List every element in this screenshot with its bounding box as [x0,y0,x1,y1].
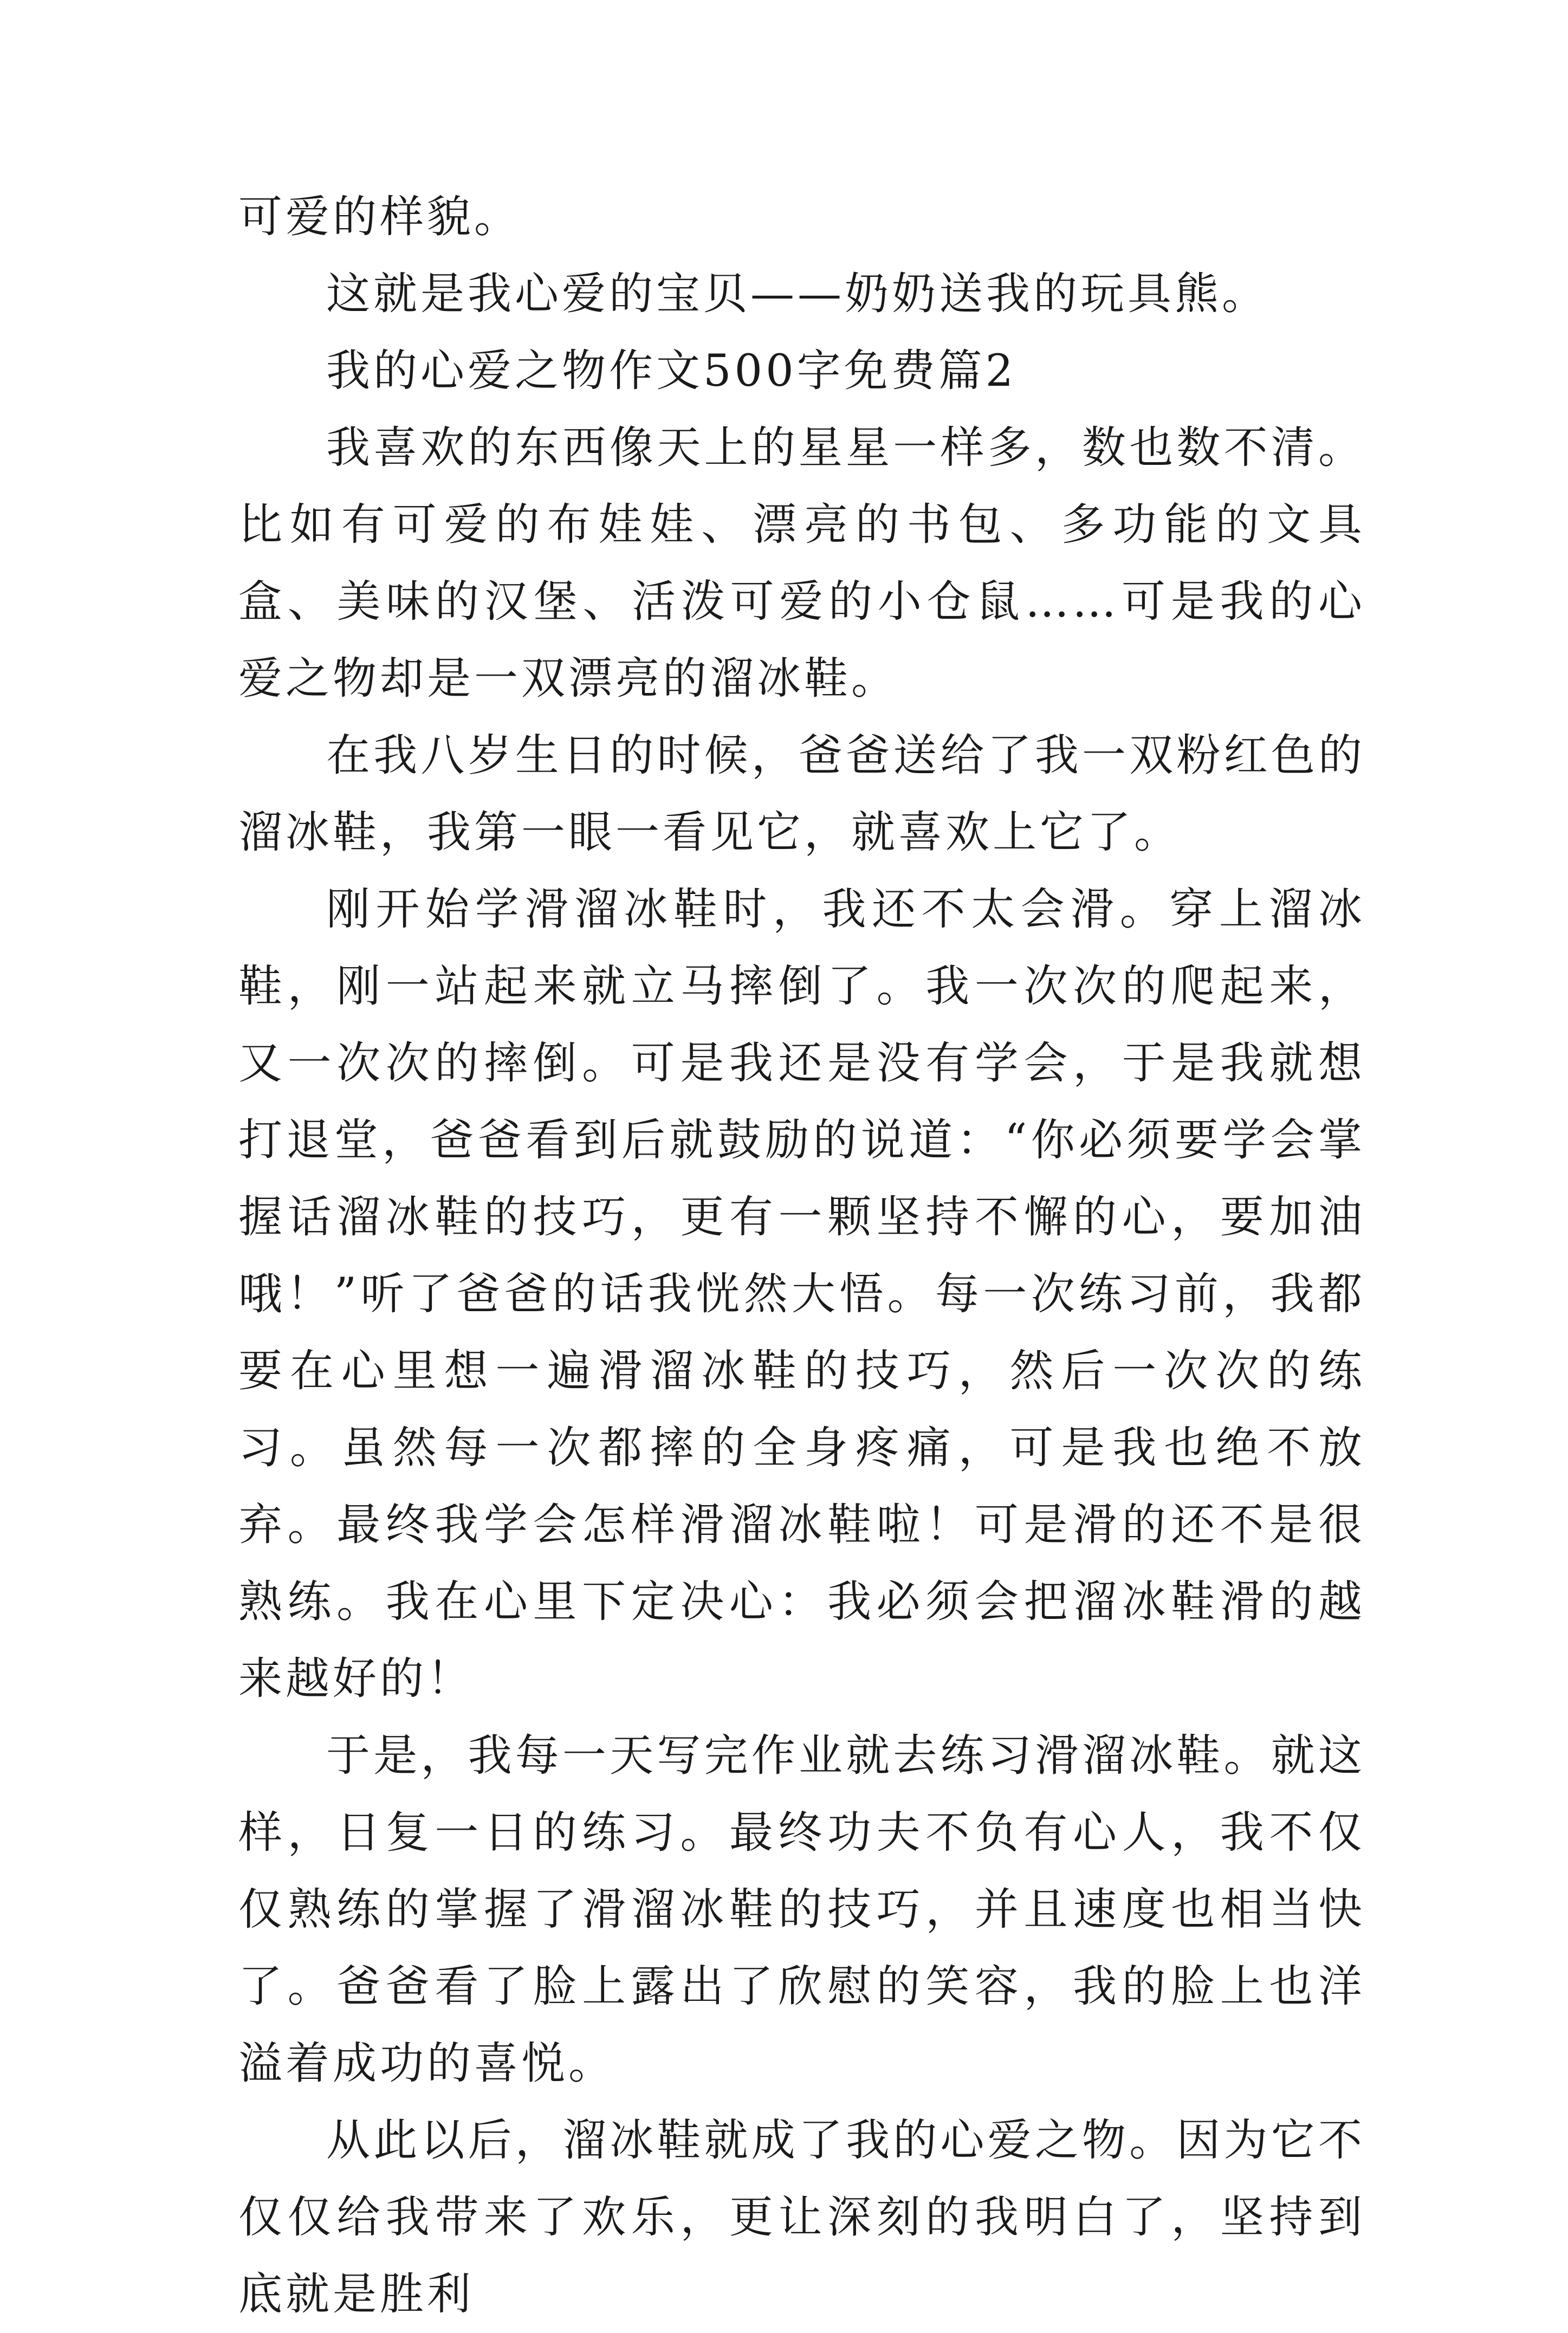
section-heading: 我的心爱之物作文500字免费篇2 [326,346,1017,397]
paragraph-birthday: 在我八岁生日的时候，爸爸送给了我一双粉红色的溜冰鞋，我第一眼一看见它，就喜欢上它了。 [238,730,1365,858]
paragraph-practice: 于是，我每一天写完作业就去练习滑溜冰鞋。就这样，日复一日的练习。最终功夫不负有心人，我不仅仅熟练的掌握了滑溜冰鞋的技巧，并且速度也相当快了。爸爸看了脸上露出了欣慰的笑容，我的脸上也洋溢着成功的喜悦。 [238,1731,1365,2089]
paragraph-learning: 刚开始学滑溜冰鞋时，我还不太会滑。穿上溜冰鞋，刚一站起来就立马摔倒了。我一次次的爬起来，又一次次的摔倒。可是我还是没有学会，于是我就想打退堂，爸爸看到后就鼓励的说道：“你必须要学会掌握话溜冰鞋的技巧，更有一颗坚持不懈的心，要加油哦！”听了爸爸的话我恍然大悟。每一次练习前，我都要在心里想一遍滑溜冰鞋的技巧，然后一次次的练习。虽然每一次都摔的全身疼痛，可是我也绝不放弃。最终我学会怎样滑溜冰鞋啦！可是滑的还不是很熟练。我在心里下定决心：我必须会把溜冰鞋滑的越来越好的！ [238,884,1365,1705]
paragraph-intro: 我喜欢的东西像天上的星星一样多，数也数不清。比如有可爱的布娃娃、漂亮的书包、多功能的文具盒、美味的汉堡、活泼可爱的小仓鼠……可是我的心爱之物却是一双漂亮的溜冰鞋。 [238,423,1365,704]
paragraph-conclusion: 从此以后，溜冰鞋就成了我的心爱之物。因为它不仅仅给我带来了欢乐，更让深刻的我明白了，坚持到底就是胜利 [238,2115,1365,2320]
paragraph-continuation: 可爱的样貌。 [238,192,522,243]
paragraph-closing: 这就是我心爱的宝贝——奶奶送我的玩具熊。 [326,269,1269,320]
document-body [238,179,1365,2333]
